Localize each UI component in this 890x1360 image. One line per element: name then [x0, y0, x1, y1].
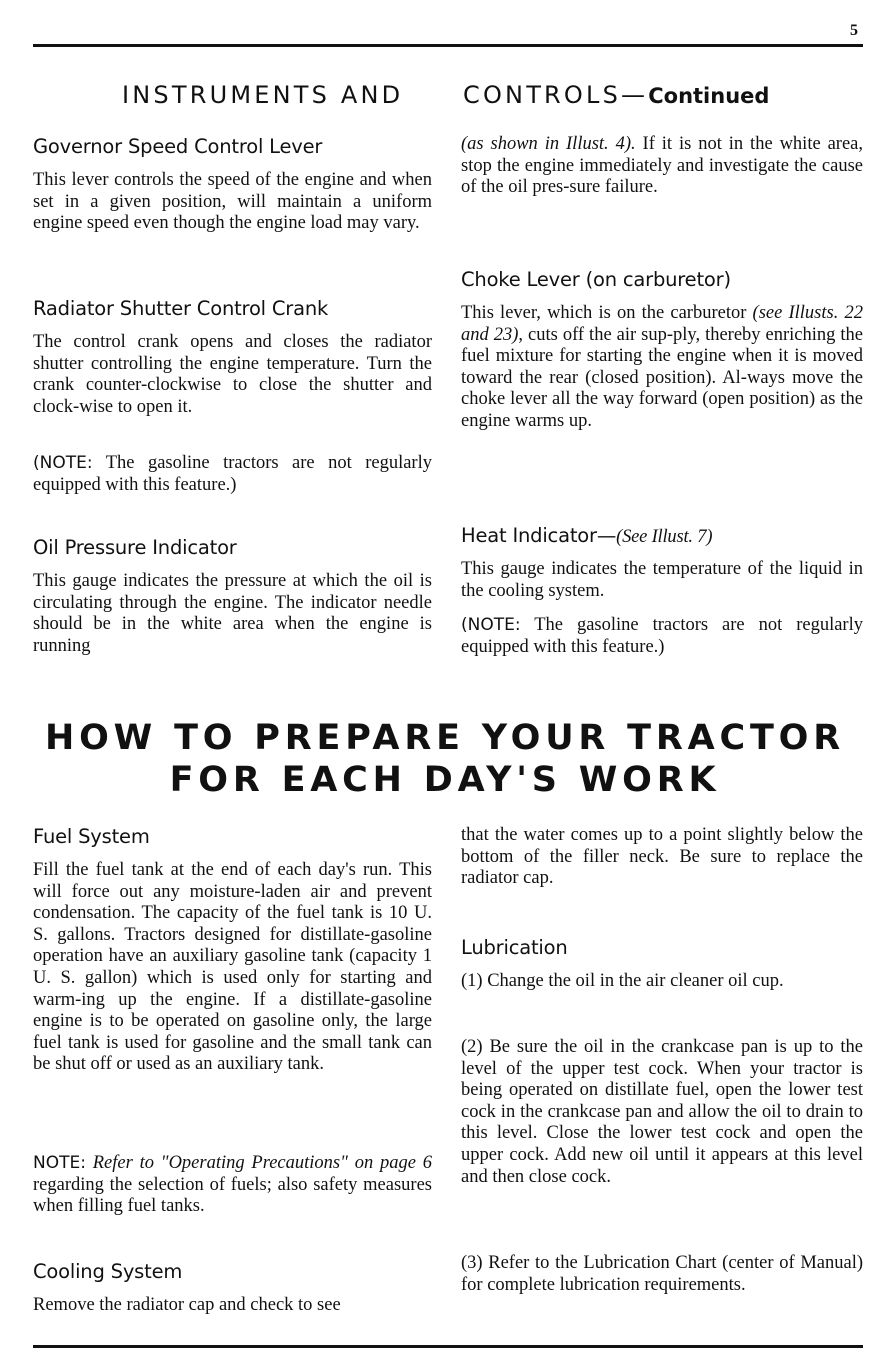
- section-title-line2: FOR EACH DAY'S WORK: [169, 760, 721, 800]
- lubrication-heading: Lubrication: [461, 936, 568, 959]
- title-continued: Continued: [648, 84, 770, 108]
- oil-pressure-text: This gauge indicates the pressure at which the oil is circulating through the engine. The indicator needle should be in the white area when the engine is running: [33, 571, 432, 656]
- page-number: 5: [850, 22, 858, 39]
- cooling-text: Remove the radiator cap and check to see: [33, 1295, 341, 1315]
- lubrication-item-1: (1) Change the oil in the air cleaner oil cup.: [461, 971, 784, 991]
- lubrication-item-3: (3) Refer to the Lubrication Chart (center of Manual) for complete lubrication requirements.: [461, 1253, 863, 1295]
- choke-text-b: , cuts off the air sup-ply, thereby enriching the fuel mixture for starting the engine when it is moved toward the rear (closed position). Al-ways move the choke lever all the way forward (open position) as the engine warms up.: [461, 324, 863, 431]
- cooling-continued: that the water comes up to a point slightly below the bottom of the filler neck. Be sure to replace the radiator cap.: [461, 825, 863, 889]
- heat-heading-italic: (See Illust. 7): [616, 527, 713, 547]
- top-rule: [33, 44, 863, 47]
- title-right: [463, 81, 769, 109]
- fuel-note-label: NOTE:: [33, 1153, 86, 1173]
- choke-text-italic: (see Illusts. 22 and 23): [461, 303, 864, 345]
- governor-text: This lever controls the speed of the engine and when set in a given position, will maintain a uniform engine speed even though the engine load may vary.: [33, 170, 432, 234]
- oil-pressure-continued: [461, 134, 863, 199]
- cooling-heading: Cooling System: [33, 1260, 183, 1283]
- fuel-note-text: regarding the selection of fuels; also safety measures when filling fuel tanks.: [33, 1174, 432, 1217]
- title-left: INSTRUMENTS AND: [122, 81, 404, 109]
- fuel-text: Fill the fuel tank at the end of each day's run. This will force out any moisture-laden air and prevent condensation. The capacity of the fuel tank is 10 U. S. gallons. Tractors designed for distillate-gasoline operation have an auxiliary gasoline tank (capacity 1 U. S. gallon) which is used only for starting and warm-ing up the engine. If a distillate-gasoline engine is to be operated on gasoline only, the large fuel tank is used for gasoline and the small tank can be shut off or used as an auxiliary tank.: [33, 860, 432, 1075]
- radiator-note-text: The gasoline tractors are not regularly equipped with this feature.): [33, 453, 432, 495]
- bottom-rule: [33, 1345, 863, 1348]
- oil-cont-text: If it is not in the white area, stop the engine immediately and investigate the cause of the oil pres-sure failure.: [461, 134, 863, 198]
- radiator-text: The control crank opens and closes the radiator shutter controlling the engine temperature. Turn the crank counter-clockwise to close the shutter and clock-wise to open it.: [33, 332, 432, 417]
- lubrication-item-2: (2) Be sure the oil in the crankcase pan is up to the level of the upper test cock. When your tractor is being operated on distillate fuel, open the lower test cock in the crankcase pan and allow the oil to drain to this level. Close the lower test cock and open the upper cock. Add new oil until it appears at this level and then close cock.: [461, 1037, 863, 1187]
- heat-text: This gauge indicates the temperature of the liquid in the cooling system.: [461, 559, 863, 601]
- choke-text-a: This lever, which is on the carburetor: [461, 303, 753, 323]
- heat-note-label: (NOTE:: [461, 615, 521, 635]
- heat-heading: [461, 524, 712, 549]
- heat-note-text: The gasoline tractors are not regularly equipped with this feature.): [461, 615, 863, 657]
- heat-note: [461, 615, 863, 658]
- governor-heading: Governor Speed Control Lever: [33, 135, 323, 158]
- choke-heading: Choke Lever (on carburetor): [461, 268, 731, 291]
- section-title-line1: HOW TO PREPARE YOUR TRACTOR: [45, 718, 845, 758]
- fuel-note-italic: Refer to "Operating Precautions" on page 6: [85, 1153, 432, 1173]
- radiator-note: [33, 453, 432, 496]
- radiator-note-label: (NOTE:: [33, 453, 93, 473]
- fuel-heading: Fuel System: [33, 825, 150, 848]
- title-right-text: CONTROLS—: [463, 81, 649, 109]
- choke-text: [461, 303, 863, 433]
- radiator-heading: Radiator Shutter Control Crank: [33, 297, 329, 320]
- oil-cont-italic: (as shown in Illust. 4).: [461, 134, 636, 154]
- heat-heading-text: Heat Indicator—: [461, 524, 617, 547]
- oil-pressure-heading: Oil Pressure Indicator: [33, 536, 237, 559]
- fuel-note: [33, 1153, 432, 1218]
